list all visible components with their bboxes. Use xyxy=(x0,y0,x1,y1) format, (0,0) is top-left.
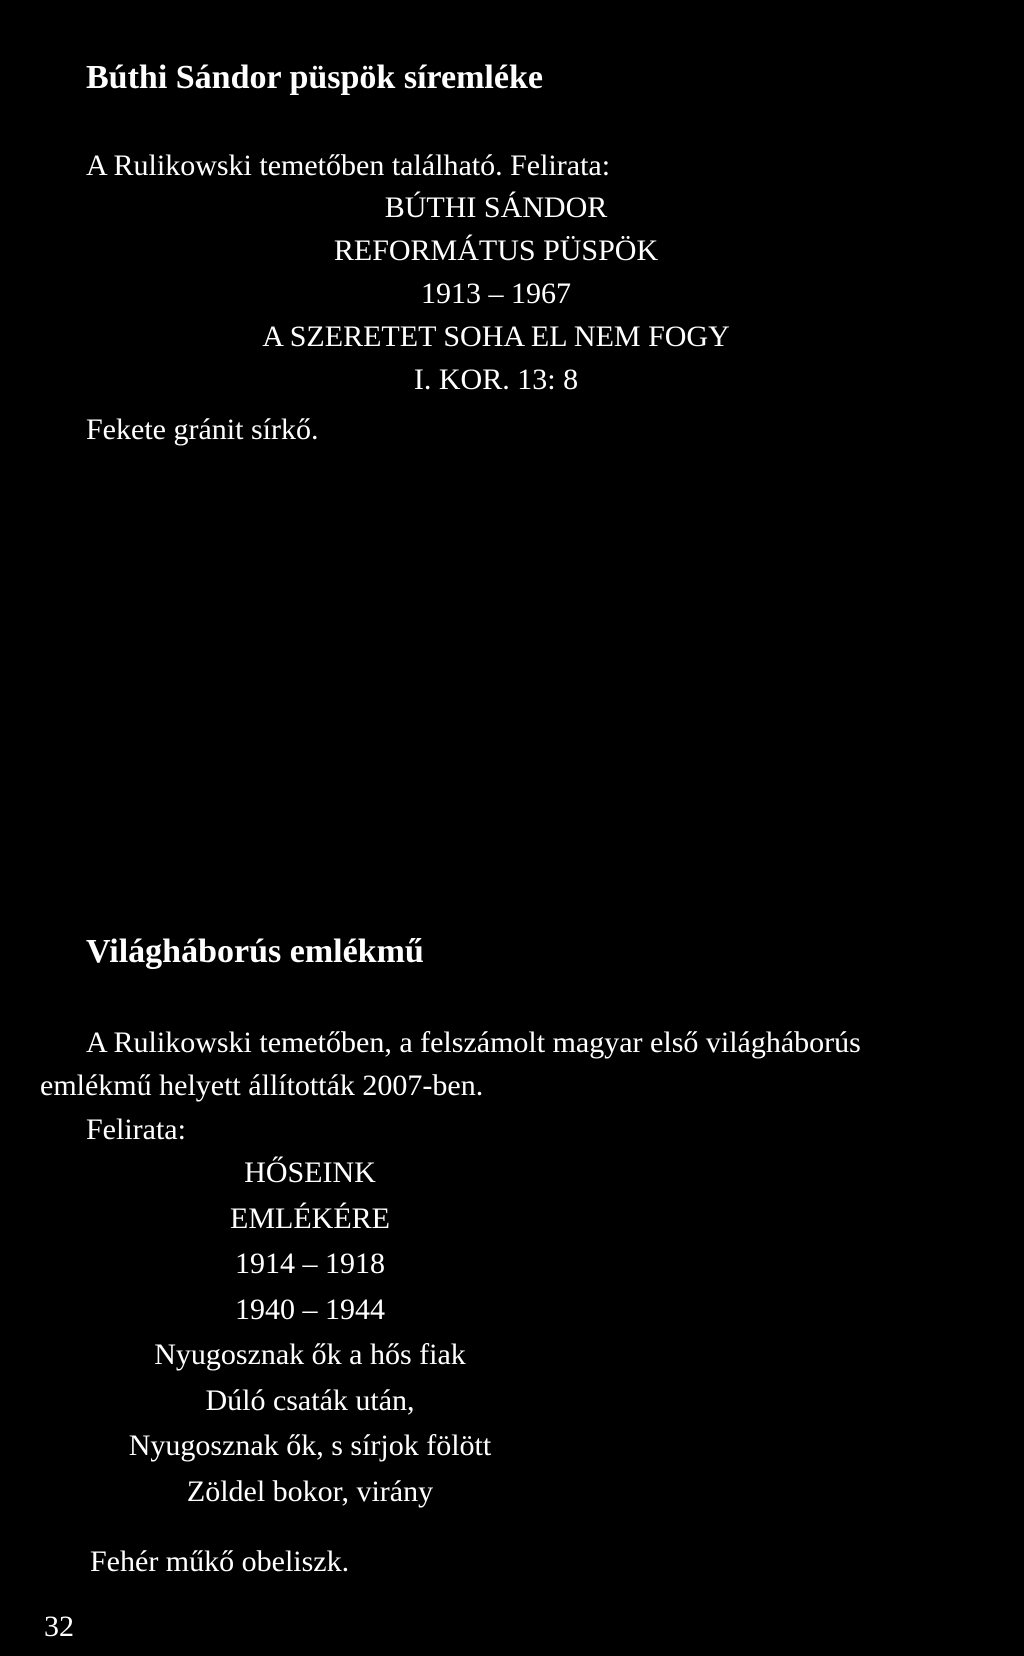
page-number: 32 xyxy=(44,1610,74,1643)
inscription-line: 1913 – 1967 xyxy=(421,277,571,310)
section1-title: Búthi Sándor püspök síremléke xyxy=(86,59,543,96)
inscription-line: Nyugosznak ők, s sírjok fölött xyxy=(128,1429,492,1462)
inscription-line: Zöldel bokor, virány xyxy=(186,1474,434,1508)
section1-intro: A Rulikowski temetőben található. Felirata: xyxy=(86,149,611,182)
inscription-line: HŐSEINK xyxy=(244,1156,376,1189)
inscription-line: Nyugosznak ők a hős fiak xyxy=(154,1338,466,1371)
inscription-line: BÚTHI SÁNDOR xyxy=(384,191,608,224)
section1-note: Fekete gránit sírkő. xyxy=(86,413,319,446)
inscription-line: 1940 – 1944 xyxy=(235,1292,385,1326)
inscription-line: I. KOR. 13: 8 xyxy=(413,363,579,396)
section1-inscription xyxy=(216,186,776,401)
inscription-line: 1914 – 1918 xyxy=(235,1247,385,1280)
inscription-line: Dúló csaták után, xyxy=(205,1383,415,1417)
section2-inscription xyxy=(110,1150,510,1514)
section2-intro-line1: A Rulikowski temetőben, a felszámolt magyar első világháborús xyxy=(86,1026,861,1059)
section2-title: Világháborús emlékmű xyxy=(86,933,424,970)
section2-felirata: Felirata: xyxy=(86,1113,186,1146)
section2-note: Fehér műkő obeliszk. xyxy=(90,1545,350,1578)
inscription-line: REFORMÁTUS PÜSPÖK xyxy=(333,234,659,267)
inscription-line: EMLÉKÉRE xyxy=(230,1201,390,1235)
inscription-line: A SZERETET SOHA EL NEM FOGY xyxy=(262,320,730,353)
section2-intro-line2: emlékmű helyett állították 2007-ben. xyxy=(40,1069,484,1102)
